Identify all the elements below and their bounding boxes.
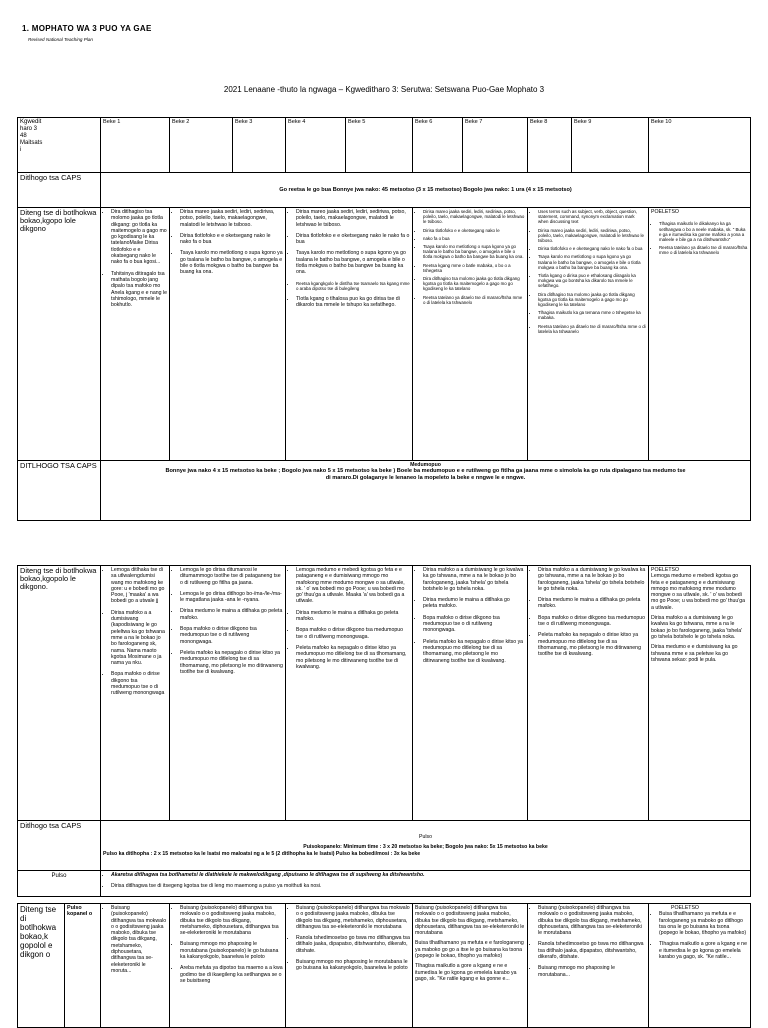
list-item: • Dirisa mareo jaaka sediri, lediri, sediriwa, potso, poleilo, taelo, makaelagongwe, malatodi le letshwao le tsiboso. [538,228,646,244]
list-item: • Buisang (puisokopanelo) ditlhangwa tsa mokwalo o o godisitsweng jaaka maboko, dibuka tse dikgolo tsa dikgang, metshameko, diphousetara, ditlhangwa tsa se-eleketeroniki le morutabana [296,905,410,930]
list-item: • Buisang (puisokopanelo) ditlhangwa tsa mokwalo o o godisitsweng jaaka maboko, dibuka tse dikgolo tsa dikgang, metshameko, diphousetara, ditlhangwa tsa se-eleketeroniki le morutabana [180,905,283,936]
week-content [528,904,649,1028]
term-cell [18,118,101,173]
skills-row [18,208,751,461]
list-item: • Reetsa tatelano ya ditaelo tse di mararo/ftsha mme o di latelela ka tshwanelo [659,245,748,255]
skills-label: Diteng tse di botlhokwa bokao,kgopo lole dikgono [18,208,101,461]
week-content [170,566,286,821]
list-item: • Lemoga le go dirisa ditlhogo bo-/ma-/le-/ma- le magatlana jaaka -ana le -nyana. [180,591,283,604]
week-header: Beke 1 [101,118,170,173]
caps-row [18,173,751,208]
plan-table-3 [17,903,751,1028]
revision-content [649,566,751,821]
term-line: 48 [20,133,27,139]
content-paragraph: Buisang (puisokopanelo) ditlhangwa tsa mokwalo o o godisitsweng jaaka maboko, dibuka tse dikgolo tsa dikgang, metshameko, diphousetara, ditlhangwa tsa se-eleketeroniki le morutabana [415,905,525,937]
list-item: • Tsaya karolo mo metlotlong o supa kgono ya go tsalana le batho ba bangwe, o amogela e bile o tlotla mokgwa o batho ba bangwe ba buang ka ona. [296,250,410,275]
week-content [528,208,649,461]
list-item: • Dirisa medumo le maina a ditlhaka go peleta mafoko. [296,610,410,623]
skills-label: Diteng tse di botlhokwa bokao,k gopolol e dikgon o [18,904,65,1028]
weeks-header-row [18,118,751,173]
list-item: • Tshitsinya ditiragalo tsa mathata bogolo jang dipalo tsa mafoko mo Anela kgang e e nang le tshimologo, mmele le bokhutlo. [111,271,167,309]
list-item: • Reetsa tatelano ya ditaelo tse di mararo/ftsha mme o di latelela ka tshwanelo [423,295,525,305]
week-header: Beke 7 [463,118,528,173]
revision-title: POELETSO [651,209,679,215]
week-header: Beke 5 [346,118,413,173]
caps-label: Ditlhogo tsa CAPS [18,821,101,871]
list-item: • Dirisa medumo le maina a ditlhaka go peleta mafoko. [538,597,646,610]
skills-label: Diteng tse di botlhokwa bokao,kgopolo le dikgono. [18,566,101,821]
list-item: • Bopa mafoko o dirise dikgono tsa medumopuo tse o di rutilweng monongwaga [111,671,167,696]
revision-paragraph: Lemoga medumo e mebedi kgotsa go feta e e pataganeng e e dumisiwang mmogo mo mafokong mme modumo mongwe o sa utlwale, sk. ' o' wa bobedi mo go Pooe; u wa bobedi mo go' thuu'ga a utlwale. [651,573,746,611]
reading-skills-row [18,904,751,1028]
revision-paragraph: Dirisa medumo e e dumisiwang ka go tshwana mme e sa peletwe ka go tshwana sekao: podi le pula. [651,644,738,663]
term-line: i [20,147,22,153]
week-content [286,566,413,821]
revision-content [649,904,751,1028]
reading-row [18,871,751,897]
week-content [170,208,286,461]
reading-time-text [101,821,751,871]
list-item: • Dirisa tlotlofoko e e oketsegang nako le nako fa o bua [180,233,283,246]
list-item: • nako fa o bua [423,236,525,241]
list-item: • Peleta mafoko ka nepagalo o dirise kitso ya medumopuo mo ditlelong tse di sa tlhomamang, mo piletsong le mo ditirwaneng tsotlhe tse di kwalwang. [180,650,283,675]
week-header: Beke 2 [170,118,233,173]
document-title: 2021 Lenaane -thuto la ngwaga – Kgweditharo 3: Serutwa: Setswana Puo-Gae Mophato 3 [223,85,545,94]
content-paragraph: Tlhagisa maikutlo a gore a kgang e ne e itumedisa le go kgona go emelela karabo ya gago, sk. "Ke ratile kgang e ka gonne e... [415,963,517,982]
week-header: Beke 4 [286,118,346,173]
list-item: • Dirisa medumo le maina a ditlhaka go peleta mafoko. [423,597,525,610]
list-item: • Buisang mmogo mo phaposing le morutabana le go buisana ka kakanyokgolo, baanelwa le poloto [296,959,410,972]
list-item: • Peleta mafoko ka nepagalo o dirise kitso ya medumopuo mo ditlelong tse di sa tlhomamang, mo piletsong le mo ditirwaneng tsotlhe tse di kwalwang. [296,645,410,670]
list-item: • Dirisa mafoko a a dumisiwang (kapodisiwang le go peleltwa ka go tshwana mme a na le bokao jo bo farologaneng sk, nama. Nama maoto kgotsa Mosimane o ja nama ya nku. [111,610,167,667]
week-content [528,566,649,821]
list-item: • Tsaya karolo mo metlotlong o supa kgono ya go tsalana le batho ba bangwe, o amogela e bile o tlotla mokgwa o batho ba bangwe ba buang ka ona. [180,250,283,275]
reading-time-line: Pulso ka ditlhopha : 2 x 15 metsotso ka le lsatsi mo maloatsi ng a le 5 (2 ditlhopha ka le lsatsi) Pulso ka bobedi/mosi : 3x ka beke [103,850,421,857]
list-item: • Ranola tshedimosetso go tswa mo ditlhangwa tsa ditlhalo jaaka, dipapatso, ditshwantsho, dikerafo, ditshate. [296,935,410,954]
list-item: • Tlotla kgang o tlhalosa puo ka go dirisa tse di dikarolo tsa mmele le tshupo ka sefatlhego. [296,296,410,309]
phonics-title: Medumopuo [410,462,441,468]
caps-label: Ditlhogo tsa CAPS [18,173,101,208]
list-item: • Reetsa kgang mme o batle mabaka, o bo o a tshegetsa [423,263,525,273]
term-line: haro 3 [20,126,38,132]
revision-title: POELETSO [651,567,679,573]
plan-table-1 [17,117,751,521]
caps-time-text: Go reetsa le go bua Bonnye jwa nako: 45 metsotso (3 x 15 metsotso) Bogolo jwa nako: 1 ura (4 x 15 metsotso) [101,173,751,208]
term-line: Maitsats [20,140,43,146]
list-item: • Tlhagisa maikutlo a gore a kgang e ne e itumedisa le go kgona go emelela karabo ya gago, sk. "Ke ratile... [659,941,748,960]
list-item: • Buisang mmogo mo phaposing le morutabana... [538,965,646,978]
plan-table-2 [17,565,751,897]
list-item: • Dirisa tlotlofoko e e oketsegang nako le nako fa o bua [538,246,646,251]
content-paragraph: Buisa tlhatlhamano ya mefuta e e farologaneng ya maboko go go a itse le go buisana ka tsona (popego le bokao, tlhopho ya mafoko) [415,940,524,960]
list-item: • Tlotla kgang o dirisa puo e ethalosang diiragalo ka mokgwa wa go bontsha ka dikarolo tsa mmele le sefatlhego. [538,273,646,289]
week-header: Beke 10 [649,118,751,173]
list-item: • Bopa mafoko o dirise dikgono tsa medumopuo tse o di rutilweng monongwaga. [423,615,525,634]
week-content [286,904,413,1028]
list-item: • Dirisa mareo jaaka sediri, lediri, sediriwa, potso, poleilo, taelo, makaelagongwe, malatodi le letshwao le tsiboso. [423,209,525,225]
sub-label: Pulso kopanel o [65,904,101,1028]
week-content [170,904,286,1028]
list-item: • Peleta mafoko ka nepagalo o dirise kitso ya medumopuo mo ditlelong tse di sa tlhomamang, mo piletsong le mo ditirwaneng tsotlhe tse di kwalwang. [423,639,525,664]
list-item: • Dirisa ditlhagwa tse di itsegeng kgotsa tse di leng mo maemong a puiso ya moithuti ka nosi. [111,883,748,889]
list-item: • Dirisa tlotlofoko e e oketsegang nako le nako fa o bua [296,233,410,246]
list-item: • Buisang mmogo mo phaposing le morutabana (puisokopanelo) le go buisana ka kakanyokgolo, baanelwa le poloto [180,941,283,960]
phonics-text [101,461,751,521]
week-content [101,566,170,821]
week-content [101,208,170,461]
week-header: Beke 8 [528,118,572,173]
revision-title: POELETSO [671,905,699,911]
list-item: • Uses terms such as subject, verb, object, question, statement, command, synonym exclamation mark when discussing text [538,209,646,225]
list-item: • Tlhagisa maikutlo ka ga temana mme o tshegetse ka mabaka. [538,310,646,320]
list-item: • Ranola tshedimosetso go tswa mo ditlhangwa tsa ditlhalo jaaka, dipapatso, ditshwantsho, dikerafo, ditshate. [538,941,646,960]
phonics-skills-row [18,566,751,821]
list-item: • Dirisa mareo jaaka sediri, lediri, sediriwa, potso, poleilo, taelo, makaelagongwe, malatodi le letshwao le tsiboso. [180,209,283,228]
list-item: • Lemoga ditlhaka tse di sa utlwalengdumisi wang mo mafokong ke gore: u e bobedi mo go Pooe, j 'maaka' a wa bobedi go a utwale jj [111,567,167,605]
list-item: • Tlhagisa maikutlo le dikakanyo ka ga setlhangwa o bo a neele mabaka, sk. " Buka e ga e itumedisa ka gonne mafoko a yona a maleele e bile ga a na ditshwantsho" [659,221,748,242]
section-title: 1. MOPHATO WA 3 PUO YA GAE [22,24,152,33]
week-content [101,904,170,1028]
caps-label: DITLHOGO TSA CAPS [18,461,101,521]
week-content [413,904,528,1028]
list-item: • Areba mefuta ya dipotso tsa maemo a a kwa godimo tse di ikaegileng ka setlhangwa se o se buisitseng [180,965,283,984]
list-item: • Buisang (puisokopanelo) ditlhangwa tsa mokwalo o o godisitsweng jaaka maboko, dibuka tse dikgolo tsa dikgang, metshameko, diphousetara, ditlhangwa tsa se-eleketeroniki le morutabana [538,905,646,936]
section-subtitle: Revised National Teaching Plan [28,37,93,42]
list-item: • Tsaya karolo mo metlotlong o supa kgono ya go tsalana le batho ba bangwe, o amogela e bile o tlotla mokgwa o batho ba bangwe ba buang ka ona. [423,244,525,260]
week-content [413,208,528,461]
list-item: • Bopa mafoko o dirise dikgono tsa medumopuo tse o di rutilweng monongwaga. [296,627,410,640]
list-item: • Dirisa mareo jaaka sediri, lediri, sediriwa, potso, poleilo, taelo, makaelagongwe, malatodi le letshwao le tsiboso. [296,209,410,228]
week-header: Beke 9 [572,118,649,173]
list-item: • Tsaya karolo mo metlotlong o supa kgono ya go tsalana le batho ba bangwe, o amogela e bile o tlotla mokgwa o batho ba bangwe ba buang ka ona. [538,254,646,270]
list-item: • Lemoga le go dirisa ditumanosi le ditumammogo tsotlhe tse di pataganeng tse o di rutilweng go fitlha ga jaana. [180,567,283,586]
week-header: Beke 3 [233,118,286,173]
list-item: • Reetsa kgangkgolo le dintlha tse tsamaelo tsa kgang mme o araba dipotso tse di bulegileng [296,281,410,291]
list-item: • Dira ditlhagiso tsa molomo jaaka go tlotla dikgang kgotsa go tlotla ka maitemogelo a gago mo go kgodiseng le ka tatelano [423,276,525,292]
list-item: • Dirisa tlotlofoko e e oketsegang nako le [423,228,525,233]
revision-paragraph: Dirisa mafoko a a dumisiwang le go kwalwa ka go tshwana, mme a na le bokao jo bo farologaneng, jaaka 'tshela' go tshela botshelo le go tshela noka. [651,615,743,640]
reading-notes [101,871,751,897]
reading-label: Pulso [18,871,101,897]
list-item: • Bopa mafoko o dirise dikgono tsa medumopuo tse o di rutilweng monongwaga. [180,626,283,645]
week-header: Beke 6 [413,118,463,173]
reading-time-line: Puisokopanelo: Minimum time : 3 x 20 metsotso ka beke; Bogolo jwa nako: 5x 15 metsotso ka beke [303,844,548,851]
list-item: • Buisa tlhatlhamano ya mefuta e e farologaneng ya maboko go ditlhogo tsa ona le go buisana ka tsona (popego le bokao, tlhopho ya mafoko) [659,911,748,936]
list-item: • Dira ditlhagiso tsa molomo jaaka go tlotla dikgang kgotsa go tlotla ka maitemogelo a gago mo go kgodiseng le ka tatelano [538,292,646,308]
reading-caps-row [18,821,751,871]
list-item: • Reetsa tatelano ya ditaelo tse di mararo/ftsha mme o di latelela ka tshwanelo [538,324,646,334]
revision-content [649,208,751,461]
list-item: • Peleta mafoko ka nepagalo o dirise kitso ya medumopuo mo ditlelong tse di sa tlhomamang, mo piletsong le mo ditirwaneng tsotlhe tse di kwalwang. [538,632,646,657]
list-item: • Bopa mafoko o dirise dikgono tsa medumopuo tse o di rutilweng monongwaga. [538,615,646,628]
list-item: • Buisang (puisokopanelo) ditlhangwa tsa mokwalo o o godisitsweng jaaka maboko, dibuka tse dikgolo tsa dikgang, metshameko, diphousetara, ditlhangwa tsa se-eleketeroniki le moruta... [111,905,167,974]
week-content [413,566,528,821]
caps-row-phonics [18,461,751,521]
list-item: • Dirisa mafoko a a dumisiwang le go kwalwa ka go tshwana, mme a na le bokao jo bo farologaneng, jaaka 'tshela' go tshela botshelo le go tshela noka. [538,567,646,592]
phonics-time: Bonnye jwa nako 4 x 15 metsotso ka beke ; Bogolo jwa nako 5 x 15 metsotso ka beke ) Boele ba medumopuo e e rutilweng go fitlha ga jaana mme o simolola ka go ruta dipalagano tsa medumo tse di mararo.Di golaganye le lenaneo la mopeleto la beke e nngwe le e nngwe. [165,468,686,482]
list-item: • Dirisa mafoko a a dumisiwang le go kwalwa ka go tshwana, mme a na le bokao jo bo farologaneng, jaaka 'tshela' go tshela botshelo le go tshela noka. [423,567,525,592]
week-content [286,208,413,461]
list-item: • Akaretsa ditlhagwa tsa botlhametsi le dlathiekele le makwelodikgang ,dipuisano le ditlhagwa tse di supilweng ka ditshwantsho. [111,872,748,878]
list-item: • Dira ditlhagiso tsa molomo jaaka go tlotla dikgang: go tlotla ka maitemogelo a gago mo go kgodisang le ka tatelanoMaike Dirisa tlotlofoko e e okatsegang nako le nako fa o bua kgosi... [111,209,167,266]
term-line: Kgwedit [20,119,42,125]
reading-title: Pulso [419,834,432,841]
list-item: • Lemoga medumo e mebedi kgotsa go feta e e pataganeng e e dumisiwang mmogo mo mafokong mme modumo mongwe o sa utlwale, sk. ' o' wa bobedi mo go Pooe; u wa bobedi mo go' thuu'ga a utlwale. Maaka 'a' wa bobedi ga a utlwale. [296,567,410,605]
list-item: • Dirisa medumo le maina a ditlhaka go peleta mafoko. [180,608,283,621]
